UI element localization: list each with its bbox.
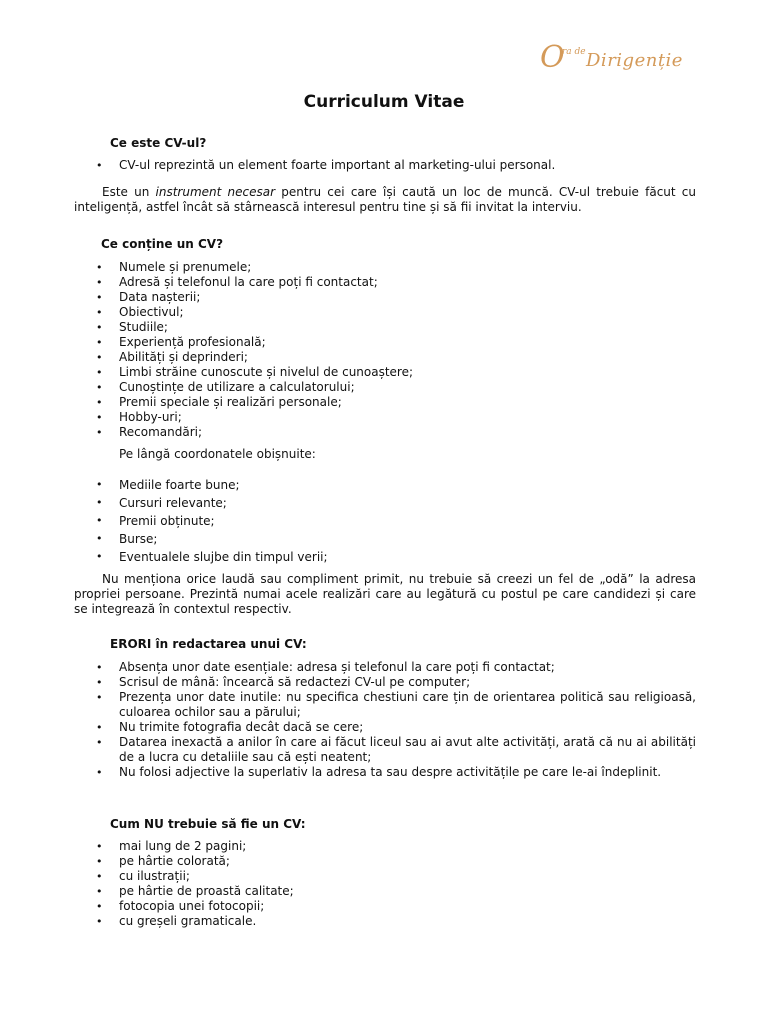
list-item: • Cunoștințe de utilizare a calculatorului; xyxy=(94,380,694,395)
heading-not-cv: Cum NU trebuie să fie un CV: xyxy=(110,817,306,831)
list-item: • Premii obținute; xyxy=(94,512,694,530)
list-item: • Premii speciale și realizări personale; xyxy=(94,395,694,410)
list-item: • Scrisul de mână: încearcă să redactezi CV-ul pe computer; xyxy=(94,675,696,690)
list-item: • Experiență profesională; xyxy=(94,335,694,350)
logo-small: ra de xyxy=(562,47,586,57)
logo-word: Dirigenție xyxy=(586,50,683,71)
list-item: • Datarea inexactă a anilor în care ai făcut liceul sau ai avut alte activități, arată că nu ai abilități de a lucra cu detaliile sau că ești neatent; xyxy=(94,735,696,765)
page-title: Curriculum Vitae xyxy=(303,92,465,112)
list-item: • cu greșeli gramaticale. xyxy=(94,914,694,929)
list-item: • Cursuri relevante; xyxy=(94,494,694,512)
list-what-is-cv xyxy=(94,158,694,173)
list-item: • Recomandări; xyxy=(94,425,694,440)
logo-letter: O xyxy=(540,40,565,75)
list-not-cv xyxy=(94,839,694,929)
list-item: • pe hârtie colorată; xyxy=(94,854,694,869)
list-errors xyxy=(94,660,696,780)
list-item: • Adresă și telefonul la care poți fi contactat; xyxy=(94,275,694,290)
list-item: • Nu trimite fotografia decât dacă se cere; xyxy=(94,720,696,735)
paragraph-intro: Este un instrument necesar pentru cei care își caută un loc de muncă. CV-ul trebuie făcut cu inteligență, astfel încât să stârnească interesul pentru tine și să fii invitat la interviu. xyxy=(74,185,697,214)
list-item: • Mediile foarte bune; xyxy=(94,476,694,494)
list-item: • Eventualele slujbe din timpul verii; xyxy=(94,548,694,566)
paragraph-advice: Nu menționa orice laudă sau compliment primit, nu trebuie să creezi un fel de „odă” la adresa propriei persoane. Prezintă numai acele realizări care au legătură cu postul pe care candidezi și care se integrează în contextul respectiv. xyxy=(74,572,696,616)
logo xyxy=(540,40,700,84)
heading-what-is-cv: Ce este CV-ul? xyxy=(110,136,207,150)
list-item: • CV-ul reprezintă un element foarte important al marketing-ului personal. xyxy=(94,158,694,173)
list-cv-content xyxy=(94,260,694,440)
list-item: • Nu folosi adjective la superlativ la adresa ta sau despre activitățile pe care le-ai îndeplinit. xyxy=(94,765,696,780)
list-item: • cu ilustrații; xyxy=(94,869,694,884)
heading-cv-content: Ce conține un CV? xyxy=(101,237,224,251)
list-item: • mai lung de 2 pagini; xyxy=(94,839,694,854)
list-item: • Hobby-uri; xyxy=(94,410,694,425)
list-extras xyxy=(94,476,694,566)
list-item: • pe hârtie de proastă calitate; xyxy=(94,884,694,899)
list-item: • Obiectivul; xyxy=(94,305,694,320)
list-item: • Abilități și deprinderi; xyxy=(94,350,694,365)
list-item: • Burse; xyxy=(94,530,694,548)
list-item: • Absența unor date esențiale: adresa și telefonul la care poți fi contactat; xyxy=(94,660,696,675)
list-item: • Limbi străine cunoscute și nivelul de cunoaștere; xyxy=(94,365,694,380)
list-item: • fotocopia unei fotocopii; xyxy=(94,899,694,914)
heading-errors: ERORI în redactarea unui CV: xyxy=(110,637,307,651)
list-item: • Numele și prenumele; xyxy=(94,260,694,275)
list-item: • Studiile; xyxy=(94,320,694,335)
list-item: • Prezența unor date inutile: nu specifica chestiuni care țin de orientarea politică sau religioasă, culoarea ochilor sau a părului; xyxy=(94,690,696,720)
subheading-besides: Pe lângă coordonatele obișnuite: xyxy=(119,447,316,461)
list-item: • Data nașterii; xyxy=(94,290,694,305)
